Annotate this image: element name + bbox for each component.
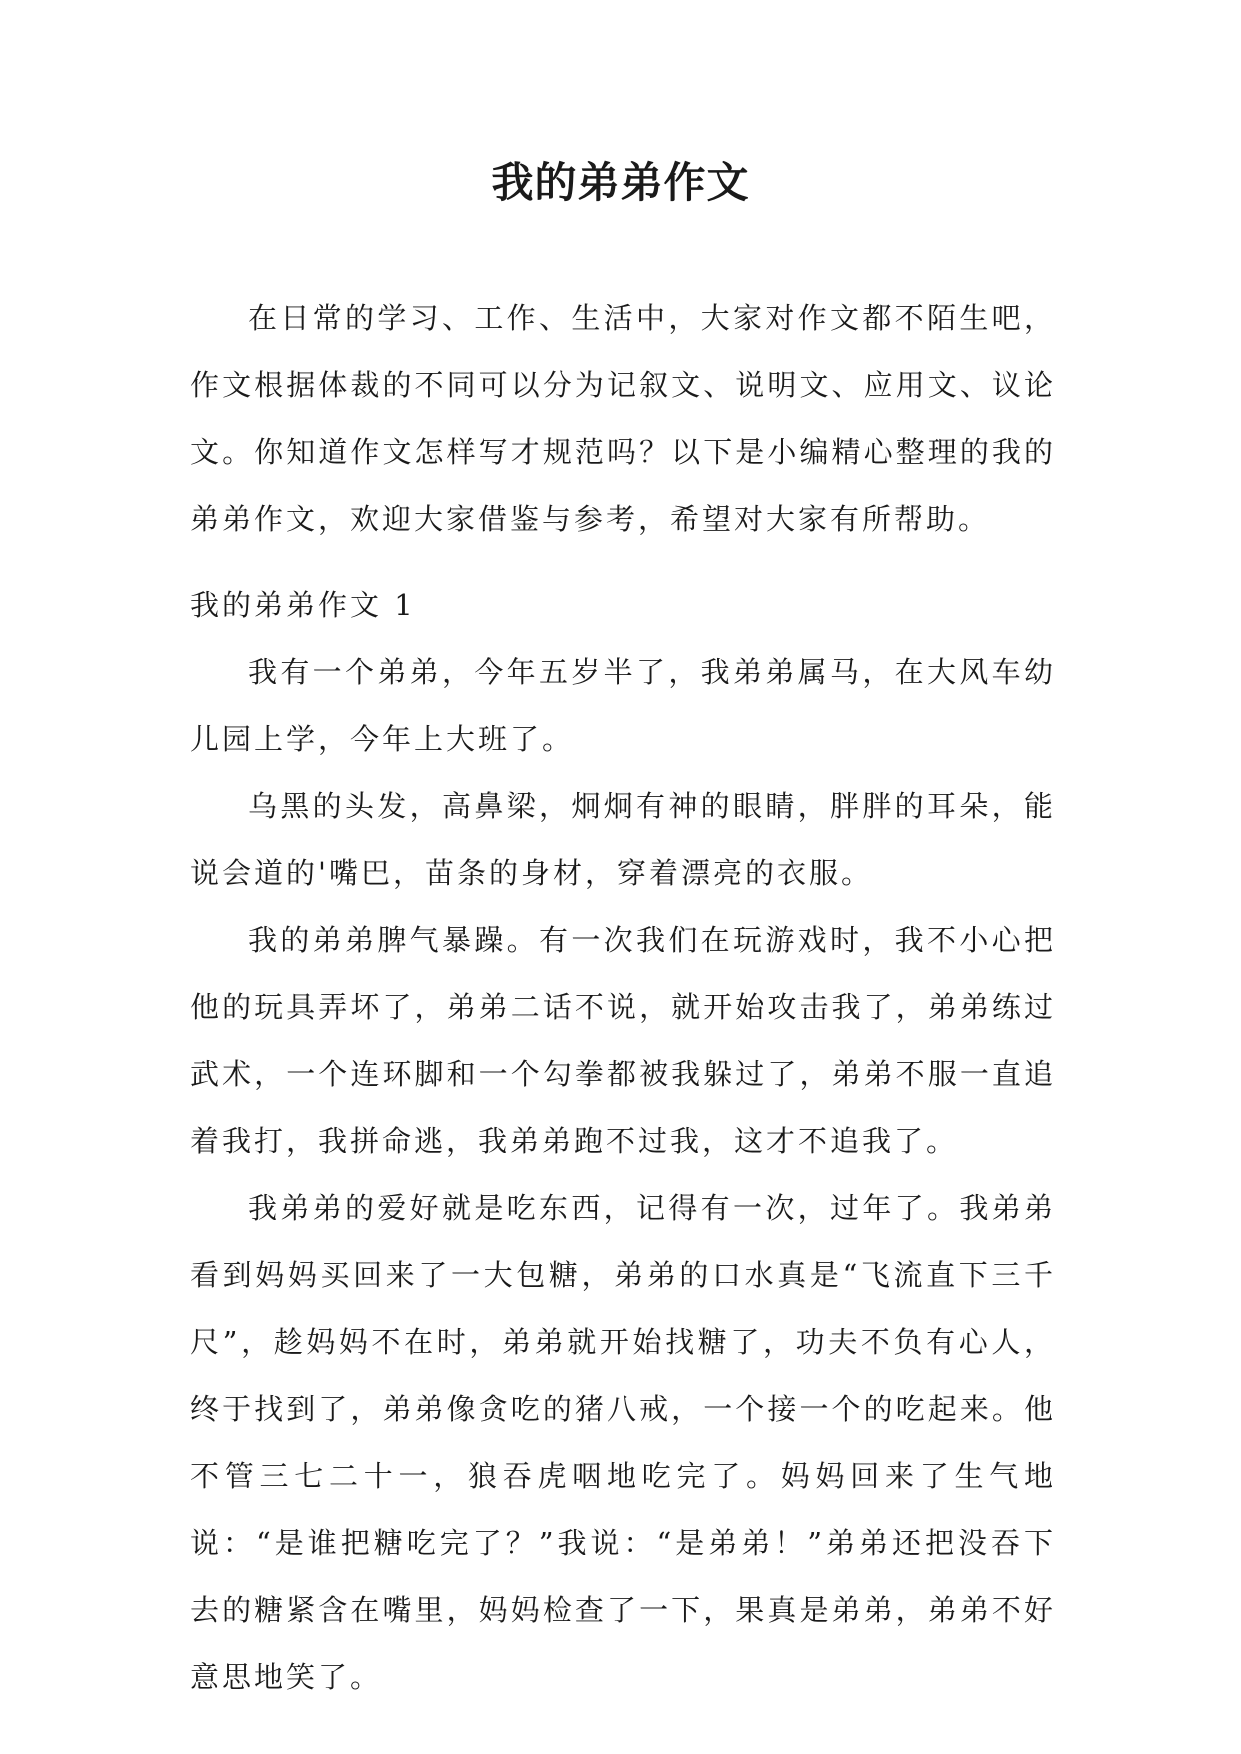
intro-paragraph: 在日常的学习、工作、生活中，大家对作文都不陌生吧，作文根据体裁的不同可以分为记叙文、说明文、应用文、议论文。你知道作文怎样写才规范吗？以下是小编精心整理的我的弟弟作文，欢迎大家借鉴与参考，希望对大家有所帮助。: [190, 301, 1056, 536]
essay-paragraph: 我弟弟的爱好就是吃东西，记得有一次，过年了。我弟弟看到妈妈买回来了一大包糖，弟弟的口水真是“飞流直下三千尺”，趁妈妈不在时，弟弟就开始找糖了，功夫不负有心人，终于找到了，弟弟像贪吃的猪八戒，一个接一个的吃起来。他不管三七二十一，狼吞虎咽地吃完了。妈妈回来了生气地说：“是谁把糖吃完了？”我说：“是弟弟！”弟弟还把没吞下去的糖紧含在嘴里，妈妈检查了一下，果真是弟弟，弟弟不好意思地笑了。: [190, 1191, 1056, 1694]
intro-block: [190, 285, 1056, 553]
essay-paragraph: 我有一个弟弟，今年五岁半了，我弟弟属马，在大风车幼儿园上学，今年上大班了。: [190, 655, 1056, 756]
document-title: 我的弟弟作文: [491, 158, 750, 207]
essay-paragraph: 乌黑的头发，高鼻梁，炯炯有神的眼睛，胖胖的耳朵，能说会道的'嘴巴，苗条的身材，穿着漂亮的衣服。: [190, 789, 1056, 890]
essay-paragraph: 我的弟弟脾气暴躁。有一次我们在玩游戏时，我不小心把他的玩具弄坏了，弟弟二话不说，就开始攻击我了，弟弟练过武术，一个连环脚和一个勾拳都被我躲过了，弟弟不服一直追着我打，我拼命逃，我弟弟跑不过我，这才不追我了。: [190, 923, 1056, 1158]
essay-section-1: [190, 572, 1056, 1711]
section-heading: 我的弟弟作文 1: [190, 588, 416, 622]
